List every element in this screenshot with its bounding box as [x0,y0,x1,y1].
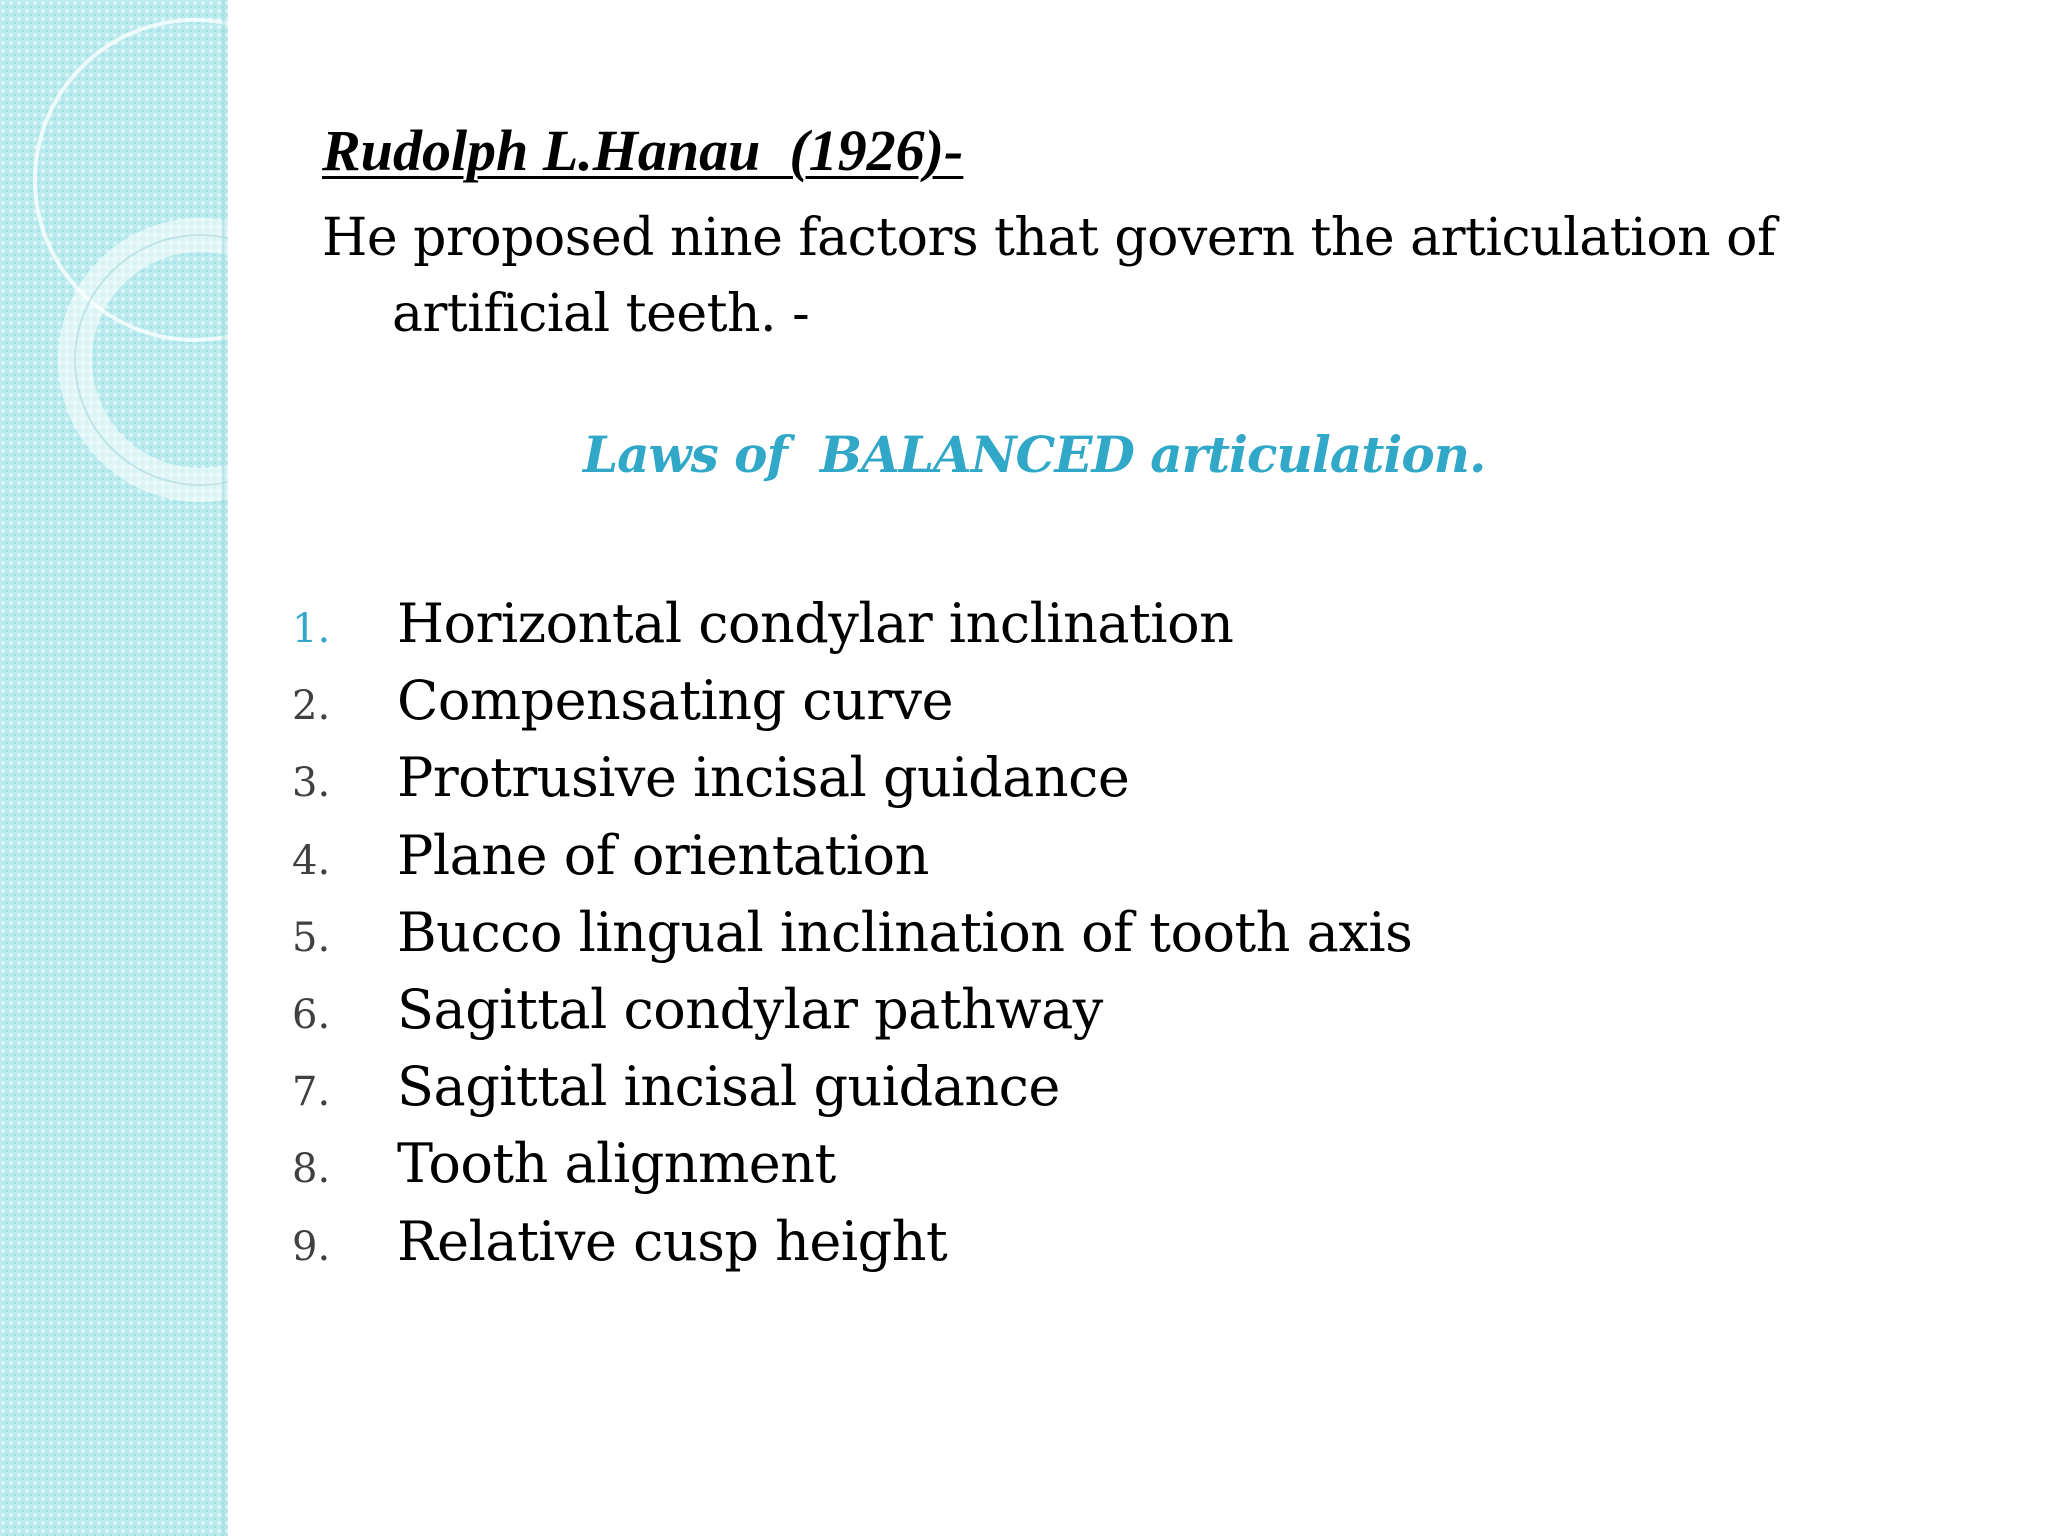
list-item-text: Compensating curve [397,669,954,733]
list-item-number: 9. [292,1223,331,1270]
list-item [292,669,1412,746]
list-item [292,901,1412,978]
list-item-number: 4. [292,837,331,884]
list-item-text: Plane of orientation [397,823,929,887]
factors-list [292,592,1412,1287]
list-item-number: 2. [292,683,331,730]
list-item-number: 7. [292,1069,331,1116]
intro-paragraph: He proposed nine factors that govern the articulation of artificial teeth. - [322,208,1776,344]
list-item-number: 5. [292,914,331,961]
list-item-number: 8. [292,1146,331,1193]
list-item-text: Horizontal condylar inclination [397,592,1234,655]
list-item-text: Relative cusp height [397,1209,948,1273]
list-item-number: 1. [292,606,331,652]
list-item [292,1055,1412,1132]
list-item [292,824,1412,901]
list-item-text: Sagittal incisal guidance [397,1055,1060,1119]
list-item-text: Protrusive incisal guidance [397,746,1130,810]
section-subtitle: Laws of BALANCED articulation. [583,425,1486,484]
list-item [292,1132,1412,1209]
decorative-side-band [0,0,228,1536]
list-item-number: 3. [292,760,331,807]
list-item [292,746,1412,823]
slide-heading: Rudolph L.Hanau (1926)- [322,118,964,183]
decorative-rings-icon [0,0,228,520]
list-item-text: Bucco lingual inclination of tooth axis [397,900,1413,964]
list-item-text: Sagittal condylar pathway [397,977,1103,1041]
list-item-text: Tooth alignment [397,1132,836,1196]
list-item [292,978,1412,1055]
list-item [292,592,1412,669]
list-item [292,1210,1412,1287]
list-item-number: 6. [292,991,331,1038]
